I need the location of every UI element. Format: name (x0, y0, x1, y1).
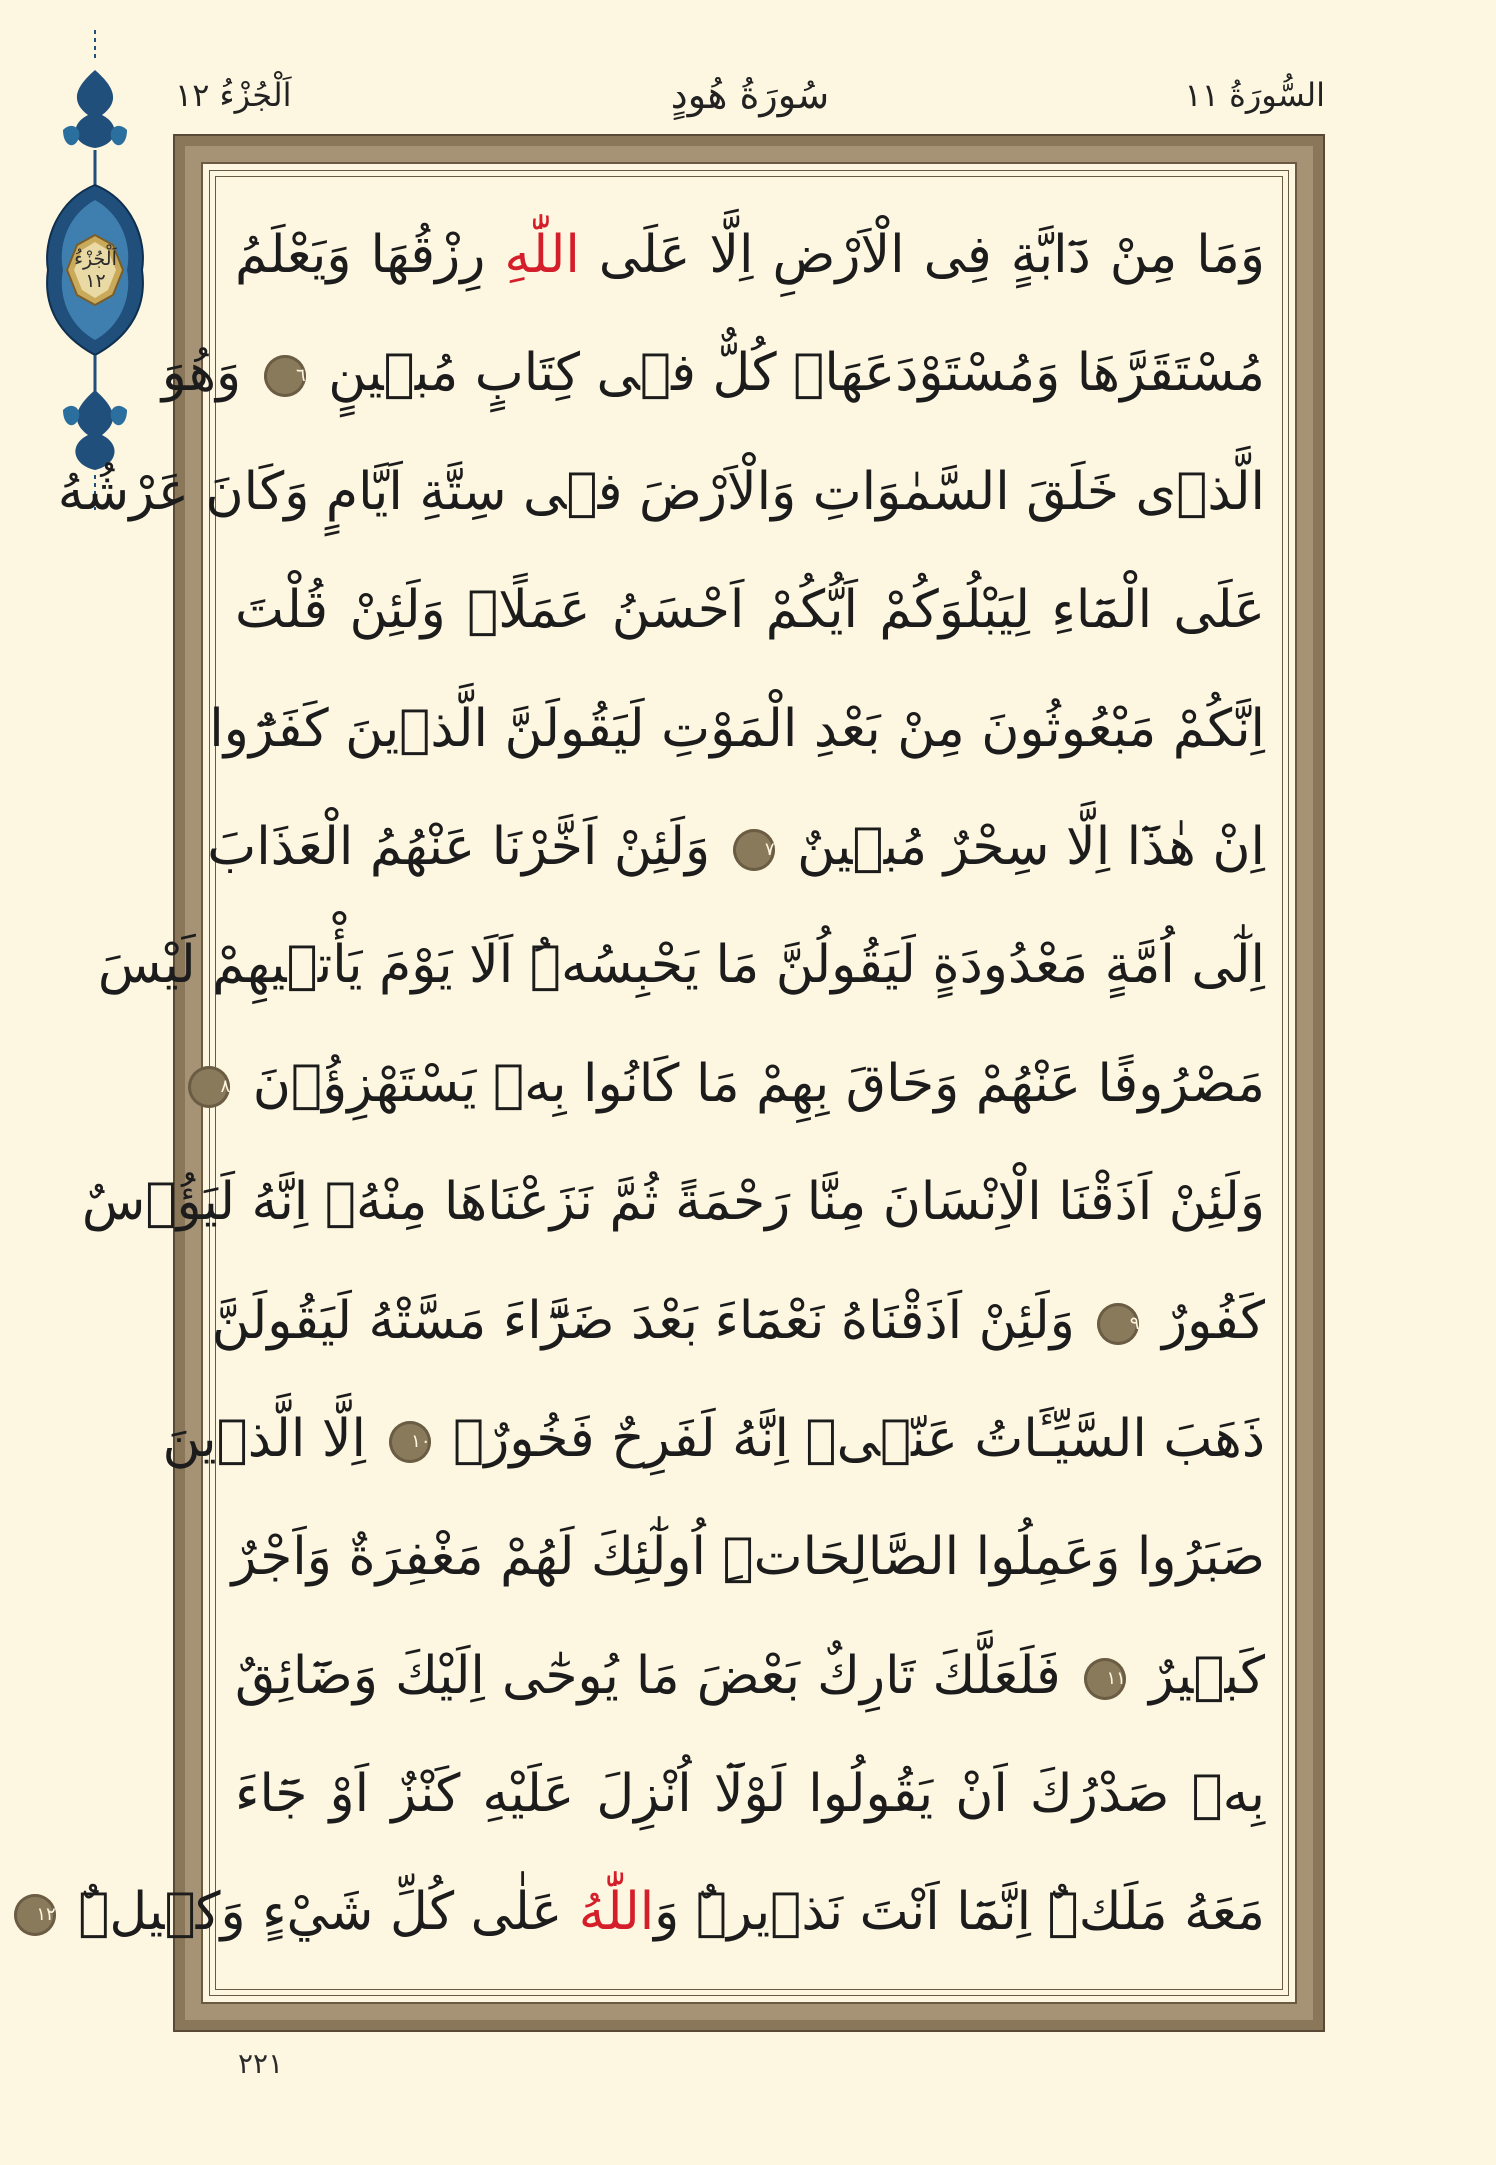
text-line (220, 1025, 1265, 1143)
surah-number-label: السُّورَةُ ١١ (1184, 76, 1325, 114)
verse-text: مُسْتَقَرَّهَا وَمُسْتَوْدَعَهَاۜ كُلٌّ فٖى كِتَابٍ مُبٖينٍ (311, 343, 1265, 404)
verse-text: الَّذٖى خَلَقَ السَّمٰوَاتِ وَالْاَرْضَ فٖى سِتَّةِ اَيَّامٍ وَكَانَ عَرْشُهُ (57, 461, 1265, 522)
text-line (81, 1143, 1265, 1261)
verse-text: وَمَا مِنْ دَٓابَّةٍ فِى الْاَرْضِ اِلَّا عَلَى (579, 225, 1266, 285)
text-line (235, 1735, 1265, 1853)
ayah-number-marker: ١٠ (389, 1421, 431, 1463)
verse-text: وَلَئِنْ اَذَقْنَاهُ نَعْمَٓاءَ بَعْدَ ضَرَّٓاءَ مَسَّتْهُ لَيَقُولَنَّ (211, 1290, 1092, 1351)
ayah-number-marker: ٦ (264, 355, 306, 397)
surah-name-title: سُورَةُ هُودٍ (670, 73, 830, 117)
divine-name: اللّٰهُ (578, 1882, 655, 1943)
verse-text: وَلَئِنْ اَذَقْنَا الْاِنْسَانَ مِنَّا رَحْمَةً ثُمَّ نَزَعْنَاهَا مِنْهُۚ اِنَّهُ لَيَؤُ۫سٌ (81, 1172, 1265, 1233)
text-line (209, 670, 1265, 788)
verse-text: مَصْرُوفًا عَنْهُمْ وَحَاقَ بِهِمْ مَا كَانُوا بِهٖ يَسْتَهْزِؤُ۫نَ (236, 1053, 1265, 1114)
verse-text: كَفُورٌ (1145, 1290, 1265, 1351)
verse-text: صَبَرُوا وَعَمِلُوا الصَّالِحَاتِۜ اُولٰٓئِكَ لَهُمْ مَغْفِرَةٌ وَاَجْرٌ (231, 1527, 1265, 1588)
verse-text: اِلَّا الَّذٖينَ (162, 1408, 383, 1469)
text-line (36, 1853, 1265, 1971)
juz-badge-label: اَلْجُزْءُ (74, 247, 117, 270)
juz-number-label: اَلْجُزْءُ ١٢ (175, 76, 292, 114)
text-line (161, 314, 1265, 432)
text-line (235, 196, 1265, 314)
verse-text: عَلٰى كُلِّ شَيْءٍ وَكٖيلٌۜ (61, 1882, 579, 1943)
text-line (235, 1617, 1265, 1735)
text-line (162, 1380, 1265, 1498)
text-line (97, 906, 1265, 1024)
verse-text: كَبٖيرٌ (1131, 1645, 1265, 1706)
verse-text: فَلَعَلَّكَ تَارِكٌ بَعْضَ مَا يُوحٰٓى اِلَيْكَ وَضَٓائِقٌ (235, 1645, 1078, 1706)
text-line (231, 1498, 1265, 1616)
ayah-number-marker: ٨ (188, 1066, 230, 1108)
text-line (211, 1262, 1265, 1380)
text-line (57, 433, 1265, 551)
verse-text: وَهُوَ (161, 343, 258, 404)
verse-text: وَلَئِنْ اَخَّرْنَا عَنْهُمُ الْعَذَابَ (207, 816, 727, 877)
text-line (235, 551, 1265, 669)
juz-badge (58, 232, 133, 307)
verse-text: عَلَى الْمَٓاءِ لِيَبْلُوَكُمْ اَيُّكُمْ اَحْسَنُ عَمَلًاۜ وَلَئِنْ قُلْتَ (235, 580, 1265, 641)
ayah-number-marker: ١١ (1084, 1658, 1126, 1700)
verse-text: اِنَّكُمْ مَبْعُوثُونَ مِنْ بَعْدِ الْمَوْتِ لَيَقُولَنَّ الَّذٖينَ كَفَرُٓوا (209, 698, 1265, 759)
ayah-number-marker: ٩ (1097, 1303, 1139, 1345)
verse-text: اِنْ هٰذَٓا اِلَّا سِحْرٌ مُبٖينٌ (780, 816, 1265, 877)
verse-text: مَعَهُ مَلَكٌۜ اِنَّمَٓا اَنْتَ نَذٖيرٌۜ وَ (654, 1882, 1265, 1943)
ayah-number-marker: ١٢ (14, 1894, 56, 1936)
verse-text: ذَهَبَ السَّيِّـَٔاتُ عَنّٖىۜ اِنَّهُ لَفَرِحٌ فَخُورٌۙ (436, 1408, 1265, 1469)
juz-badge-number: ١٢ (85, 269, 106, 292)
divine-name: اللّٰهِ (504, 225, 580, 285)
page-number: ٢٢١ (238, 2047, 284, 2080)
ayah-number-marker: ٧ (733, 829, 775, 871)
page-header (175, 70, 1325, 120)
verse-text: اِلٰٓى اُمَّةٍ مَعْدُودَةٍ لَيَقُولُنَّ مَا يَحْبِسُهُۜ اَلَا يَوْمَ يَأْتٖيهِمْ لَيْسَ (97, 935, 1265, 996)
text-line (207, 788, 1265, 906)
verse-text: رِزْقُهَا وَيَعْلَمُ (235, 225, 505, 285)
verse-text: بِهٖ صَدْرُكَ اَنْ يَقُولُوا لَوْلَٓا اُنْزِلَ عَلَيْهِ كَنْزٌ اَوْ جَٓاءَ (235, 1764, 1265, 1825)
